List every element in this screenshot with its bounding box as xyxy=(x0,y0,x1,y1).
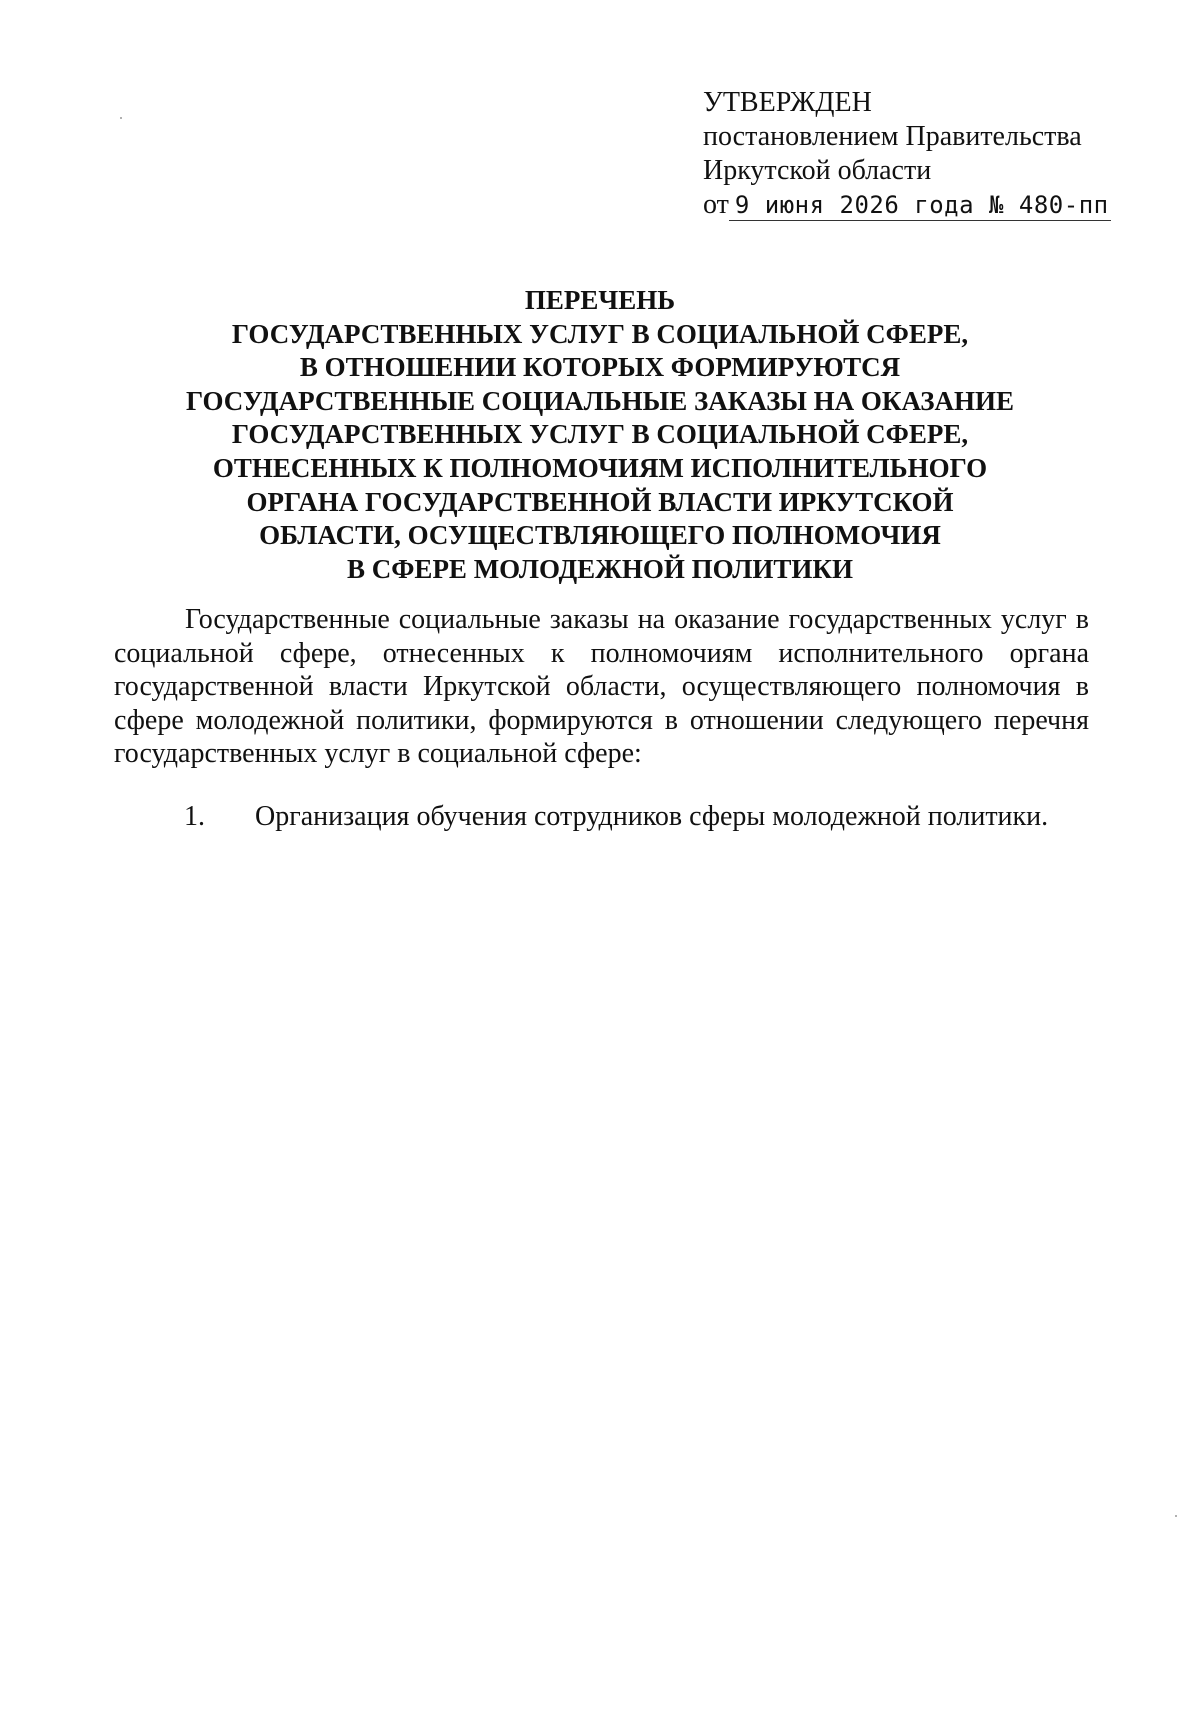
approval-stamp xyxy=(703,86,1123,222)
approval-date-prefix: от xyxy=(703,189,729,220)
title-line: ОТНЕСЕННЫХ К ПОЛНОМОЧИЯМ ИСПОЛНИТЕЛЬНОГО xyxy=(212,452,988,483)
scan-speck xyxy=(1175,1515,1177,1517)
list-item-number: 1. xyxy=(184,801,205,832)
body-paragraph: Государственные социальные заказы на оказание государственных услуг в социальной сфере, отнесенных к полномочиям исполнительного органа государственной власти Иркутской области, осуществляющего полномочия в сфере молодежной политики, формируются в отношении следующего перечня государственных услуг в социальной сфере: xyxy=(114,604,1089,769)
document-title xyxy=(120,284,1080,586)
title-line: В СФЕРЕ МОЛОДЕЖНОЙ ПОЛИТИКИ xyxy=(346,553,854,584)
scan-speck xyxy=(120,117,122,119)
title-line: ГОСУДАРСТВЕННЫХ УСЛУГ В СОЦИАЛЬНОЙ СФЕРЕ, xyxy=(231,419,969,450)
title-line: ОБЛАСТИ, ОСУЩЕСТВЛЯЮЩЕГО ПОЛНОМОЧИЯ xyxy=(259,520,941,551)
approval-line-2: Иркутской области xyxy=(703,155,932,186)
title-line: ОРГАНА ГОСУДАРСТВЕННОЙ ВЛАСТИ ИРКУТСКОЙ xyxy=(246,486,954,517)
title-line: ГОСУДАРСТВЕННЫЕ СОЦИАЛЬНЫЕ ЗАКАЗЫ НА ОКАЗАНИЕ xyxy=(185,385,1015,416)
list-item-text: Организация обучения сотрудников сферы молодежной политики. xyxy=(255,801,1049,832)
approval-date-value: 9 июня 2026 года № 480-пп xyxy=(729,190,1111,221)
title-line: ПЕРЕЧЕНЬ xyxy=(524,285,676,315)
title-line: ГОСУДАРСТВЕННЫХ УСЛУГ В СОЦИАЛЬНОЙ СФЕРЕ, xyxy=(231,318,969,349)
list-item xyxy=(184,800,1084,834)
approval-heading: УТВЕРЖДЕН xyxy=(703,87,872,118)
approval-date-line xyxy=(703,188,1123,222)
title-line: В ОТНОШЕНИИ КОТОРЫХ ФОРМИРУЮТСЯ xyxy=(299,352,901,383)
approval-line-1: постановлением Правительства xyxy=(703,121,1082,152)
